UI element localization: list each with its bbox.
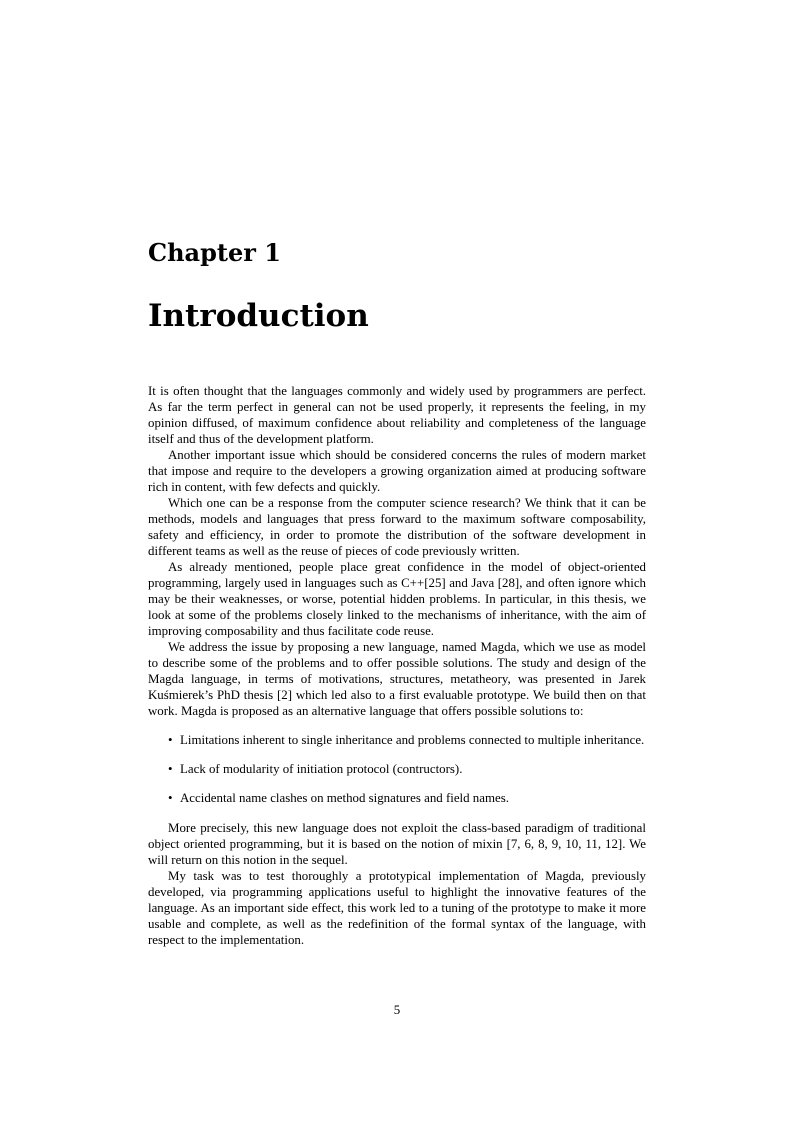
- bullet-list: [148, 732, 646, 806]
- chapter-label: Chapter 1: [148, 238, 281, 267]
- bullet-item: • Accidental name clashes on method signatures and field names.: [180, 790, 646, 806]
- body-text: [148, 383, 646, 948]
- paragraph: Another important issue which should be considered concerns the rules of modern market that impose and require to the developers a growing organization aimed at producing software rich in content, with few defects and quickly.: [148, 448, 646, 494]
- paragraph: My task was to test thoroughly a prototypical implementation of Magda, previously developed, via programming applications useful to highlight the innovative features of the language. As an important side effect, this work led to a tuning of the prototype to make it more usable and complete, as well as the redefinition of the formal syntax of the language, with respect to the implementation.: [148, 869, 646, 947]
- paragraph: It is often thought that the languages commonly and widely used by programmers are perfect. As far the term perfect in general can not be used properly, it represents the feeling, in my opinion diffused, of maximum confidence about reliability and completeness of the language itself and thus of the development platform.: [148, 384, 646, 446]
- paragraph: More precisely, this new language does not exploit the class-based paradigm of traditional object oriented programming, but it is based on the notion of mixin [7, 6, 8, 9, 10, 11, 12]. We will return on this notion in the sequel.: [148, 821, 646, 867]
- chapter-title: Introduction: [148, 298, 369, 334]
- bullet-item: • Lack of modularity of initiation protocol (contructors).: [180, 761, 646, 777]
- bullet-item: • Limitations inherent to single inheritance and problems connected to multiple inheritance.: [180, 732, 646, 748]
- paragraph: Which one can be a response from the computer science research? We think that it can be methods, models and languages that press forward to the maximum software composability, safety and efficiency, in order to promote the distribution of the software development in different teams as well as the reuse of pieces of code previously written.: [148, 496, 646, 558]
- page-number: 5: [393, 1003, 401, 1017]
- paragraph: As already mentioned, people place great confidence in the model of object-oriented programming, largely used in languages such as C++[25] and Java [28], and often ignore which may be their weaknesses, or worse, potential hidden problems. In particular, in this thesis, we look at some of the problems closely linked to the mechanisms of inheritance, with the aim of improving composability and thus facilitate code reuse.: [148, 560, 646, 638]
- paragraph: We address the issue by proposing a new language, named Magda, which we use as model to describe some of the problems and to offer possible solutions. The study and design of the Magda language, in terms of motivations, structures, metatheory, was presented in Jarek Kuśmierek’s PhD thesis [2] which led also to a first evaluable prototype. We build then on that work. Magda is proposed as an alternative language that offers possible solutions to:: [148, 640, 646, 718]
